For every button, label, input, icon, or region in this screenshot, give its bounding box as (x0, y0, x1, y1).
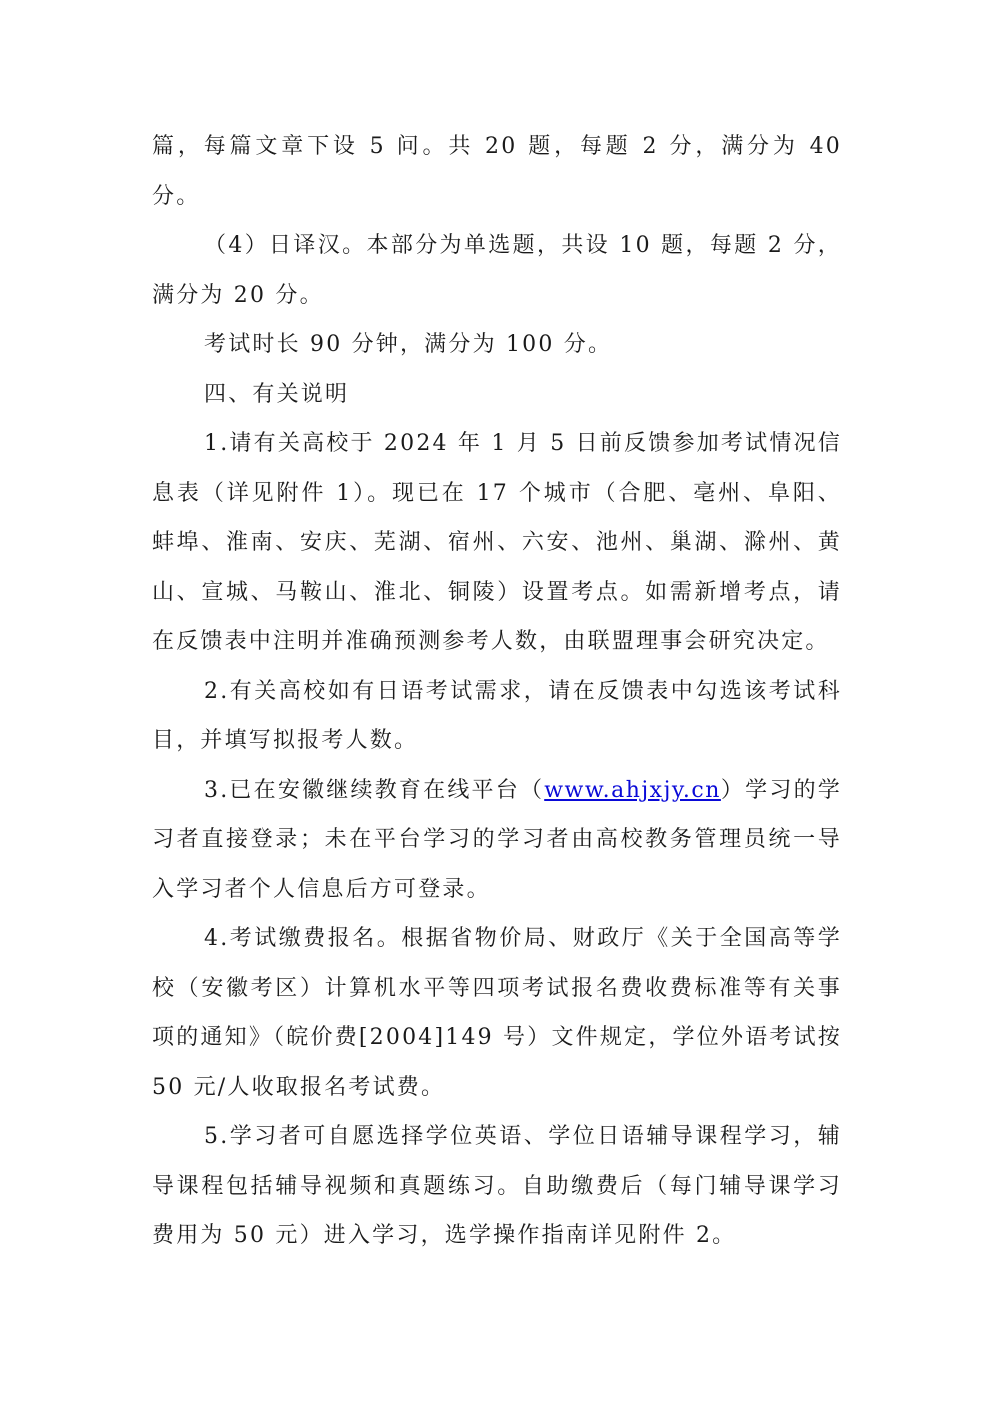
document-body (152, 122, 842, 1261)
section-heading-notes: 四、有关说明 (204, 381, 350, 407)
paragraph-note-3-platform (152, 766, 842, 915)
paragraph-japanese-translation: （4）日译汉。本部分为单选题，共设 10 题，每题 2 分，满分为 20 分。 (152, 233, 842, 308)
paragraph-note-2-japanese: 2.有关高校如有日语考试需求，请在反馈表中勾选该考试科目，并填写拟报考人数。 (152, 678, 842, 753)
paragraph-note-5-courses: 5.学习者可自愿选择学位英语、学位日语辅导课程学习，辅导课程包括辅导视频和真题练习。自助缴费后（每门辅导课学习费用为 50 元）进入学习，选学操作指南详见附件 2。 (152, 1124, 842, 1248)
platform-link[interactable]: www.ahjxjy.cn (544, 777, 721, 803)
note-3-text-after: ）学习的学习者直接登录；未在平台学习的学习者由高校教务管理员统一导入学习者个人信息后方可登录。 (152, 777, 842, 902)
paragraph-reading-scoring: 篇，每篇文章下设 5 问。共 20 题，每题 2 分，满分为 40 分。 (152, 134, 842, 209)
paragraph-note-4-fee: 4.考试缴费报名。根据省物价局、财政厅《关于全国高等学校（安徽考区）计算机水平等四项考试报名费收费标准等有关事项的通知》（皖价费[2004]149 号）文件规定，学位外语考试按 50 元/人收取报名考试费。 (152, 926, 842, 1100)
paragraph-note-1-feedback: 1.请有关高校于 2024 年 1 月 5 日前反馈参加考试情况信息表（详见附件 1）。现已在 17 个城市（合肥、亳州、阜阳、蚌埠、淮南、安庆、芜湖、宿州、六安、池州、巢湖、滁州、黄山、宣城、马鞍山、淮北、铜陵）设置考点。如需新增考点，请在反馈表中注明并准确预测参考人数，由联盟理事会研究决定。 (152, 431, 842, 654)
paragraph-exam-duration: 考试时长 90 分钟，满分为 100 分。 (204, 332, 613, 357)
note-3-text-before: 3.已在安徽继续教育在线平台（ (204, 777, 545, 803)
